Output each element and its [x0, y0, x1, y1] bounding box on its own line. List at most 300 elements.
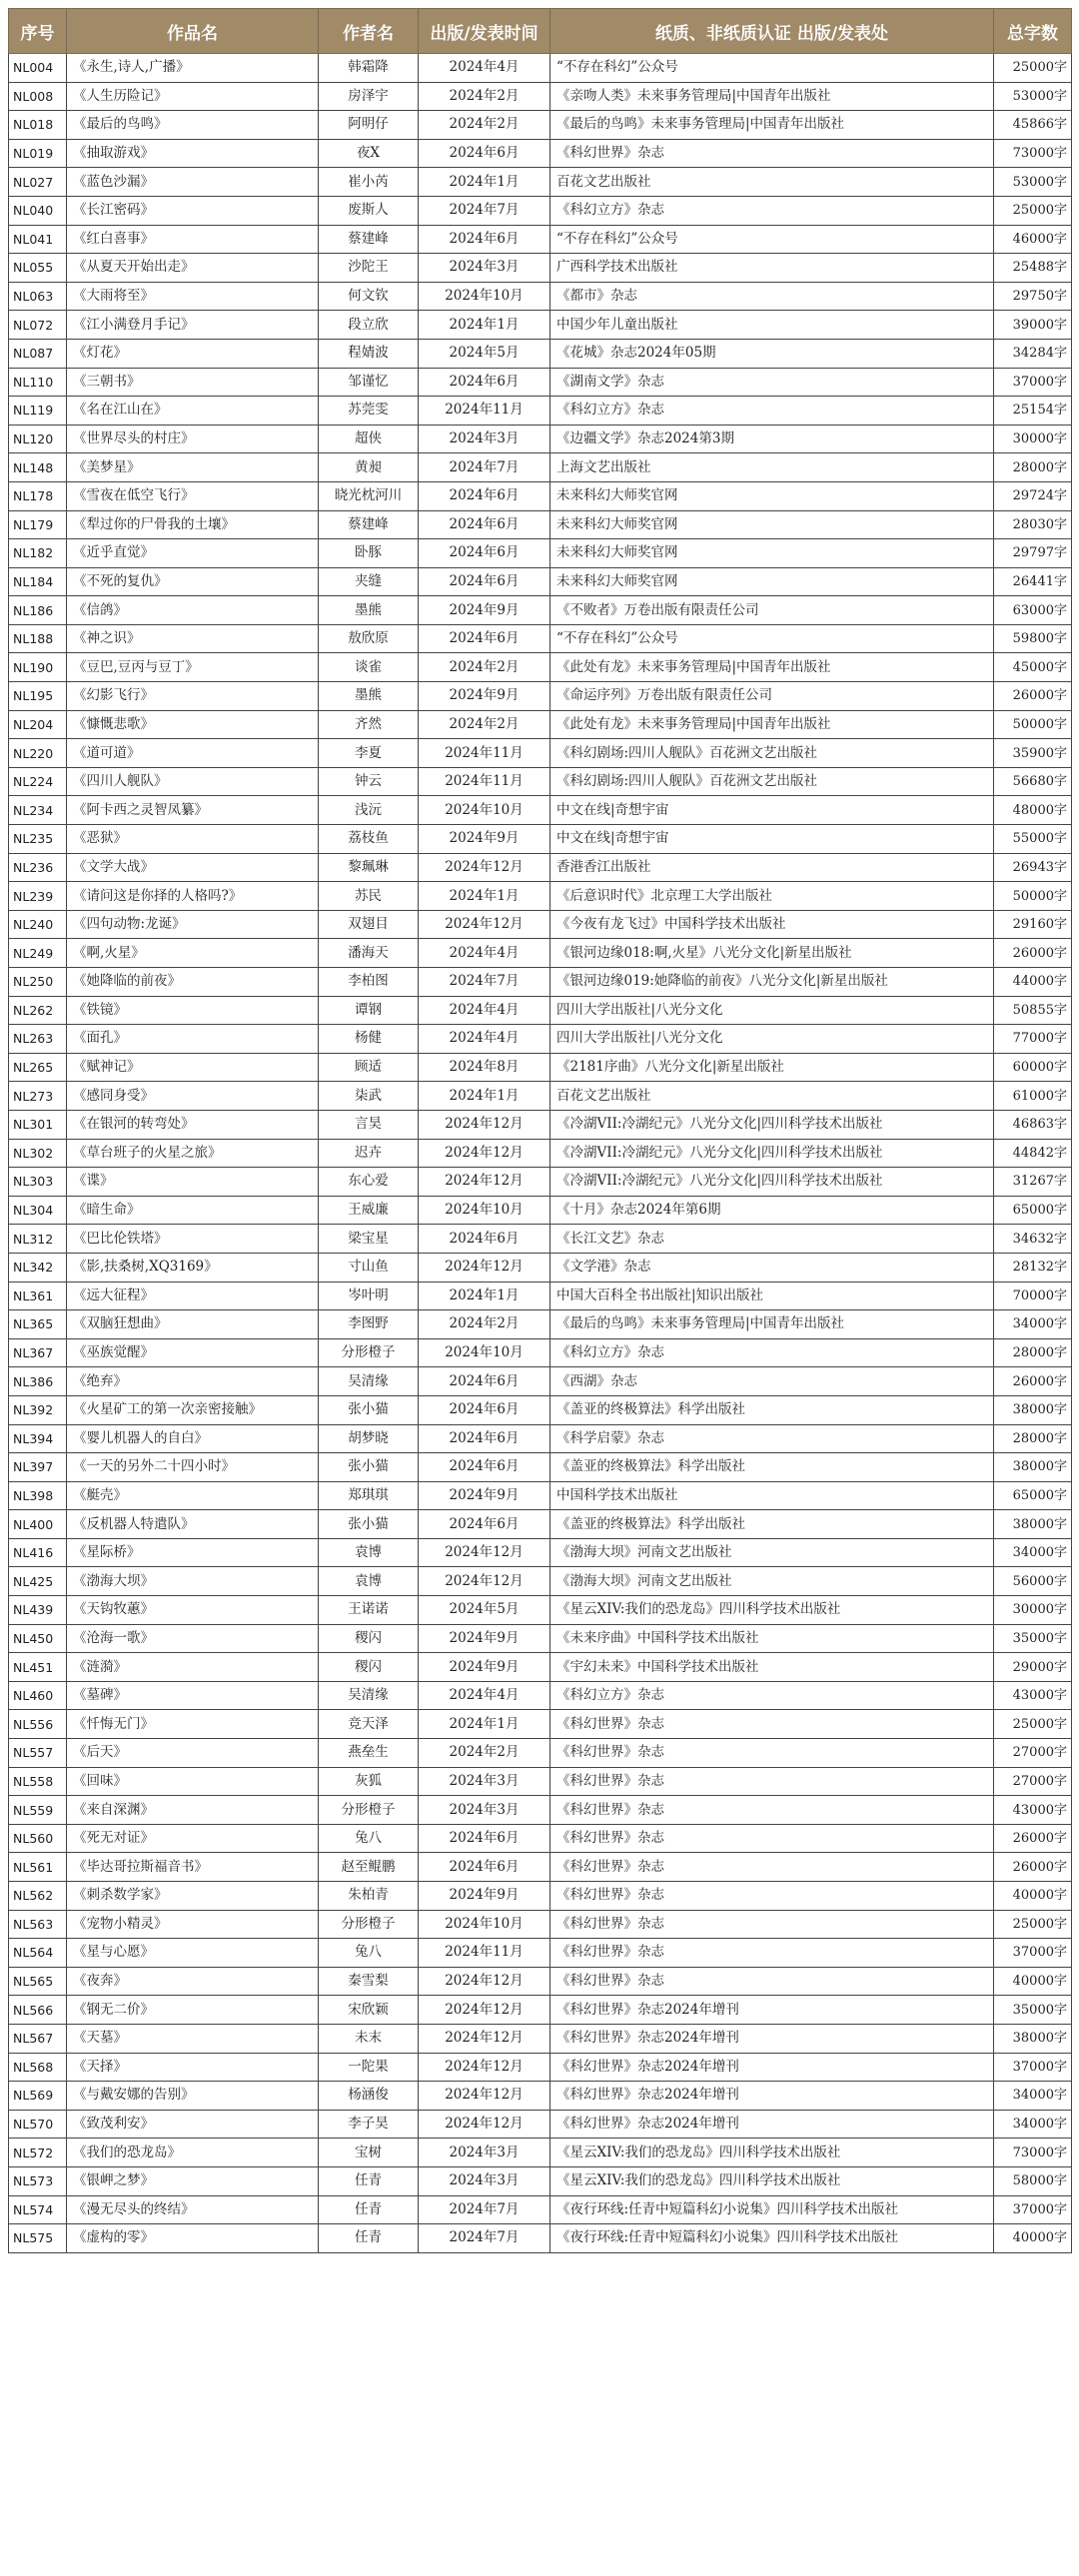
cell-venue: 《科幻世界》杂志	[550, 1710, 994, 1739]
table-row	[9, 825, 1072, 854]
table-row	[9, 397, 1072, 426]
cell-date: 2024年6月	[419, 368, 550, 397]
cell-id: NL055	[9, 254, 67, 283]
cell-date: 2024年2月	[419, 653, 550, 682]
table-row	[9, 453, 1072, 482]
cell-id: NL566	[9, 1996, 67, 2025]
cell-id: NL560	[9, 1824, 67, 1853]
cell-word-count: 44000字	[994, 968, 1072, 997]
table-row	[9, 1282, 1072, 1310]
cell-date: 2024年11月	[419, 1939, 550, 1968]
cell-title: 《绝弃》	[67, 1367, 319, 1396]
cell-id: NL273	[9, 1082, 67, 1111]
table-row	[9, 910, 1072, 939]
cell-venue: 《科幻立方》杂志	[550, 397, 994, 426]
table-row	[9, 539, 1072, 568]
cell-author: 夜X	[319, 139, 419, 168]
cell-date: 2024年5月	[419, 339, 550, 368]
cell-author: 胡梦晓	[319, 1424, 419, 1453]
cell-title: 《啊,火星》	[67, 939, 319, 968]
cell-author: 房泽宇	[319, 82, 419, 111]
cell-id: NL008	[9, 82, 67, 111]
cell-word-count: 43000字	[994, 1681, 1072, 1710]
cell-title: 《四川人舰队》	[67, 767, 319, 796]
table-row	[9, 1253, 1072, 1282]
cell-id: NL567	[9, 2024, 67, 2053]
cell-title: 《神之识》	[67, 624, 319, 653]
cell-date: 2024年12月	[419, 853, 550, 882]
cell-date: 2024年6月	[419, 510, 550, 539]
table-row	[9, 2139, 1072, 2167]
cell-venue: 《盖亚的终极算法》科学出版社	[550, 1453, 994, 1482]
table-row	[9, 1939, 1072, 1968]
cell-word-count: 37000字	[994, 2195, 1072, 2224]
cell-date: 2024年6月	[419, 1453, 550, 1482]
cell-author: 墨熊	[319, 682, 419, 711]
cell-id: NL303	[9, 1168, 67, 1197]
cell-author: 袁博	[319, 1538, 419, 1567]
cell-title: 《雪夜在低空飞行》	[67, 481, 319, 510]
cell-date: 2024年3月	[419, 425, 550, 453]
table-row	[9, 481, 1072, 510]
cell-author: 苏民	[319, 882, 419, 911]
cell-word-count: 77000字	[994, 1025, 1072, 1054]
cell-id: NL570	[9, 2110, 67, 2139]
cell-word-count: 38000字	[994, 1453, 1072, 1482]
cell-word-count: 53000字	[994, 82, 1072, 111]
cell-venue: 中文在线|奇想宇宙	[550, 796, 994, 825]
cell-id: NL239	[9, 882, 67, 911]
cell-title: 《来自深渊》	[67, 1796, 319, 1825]
cell-author: 李柏图	[319, 968, 419, 997]
cell-author: 蔡建峰	[319, 510, 419, 539]
cell-id: NL041	[9, 225, 67, 254]
cell-author: 张小猫	[319, 1453, 419, 1482]
cell-word-count: 35000字	[994, 1996, 1072, 2025]
cell-date: 2024年6月	[419, 481, 550, 510]
cell-word-count: 43000字	[994, 1796, 1072, 1825]
cell-word-count: 56000字	[994, 1567, 1072, 1596]
cell-author: 分形橙子	[319, 1910, 419, 1939]
cell-word-count: 38000字	[994, 2024, 1072, 2053]
cell-venue: 未来科幻大师奖官网	[550, 567, 994, 596]
cell-venue: 《亲吻人类》未来事务管理局|中国青年出版社	[550, 82, 994, 111]
cell-date: 2024年10月	[419, 1338, 550, 1367]
cell-word-count: 25000字	[994, 1710, 1072, 1739]
cell-id: NL451	[9, 1653, 67, 1682]
cell-word-count: 26000字	[994, 1824, 1072, 1853]
cell-title: 《红白喜事》	[67, 225, 319, 254]
cell-author: 任青	[319, 2195, 419, 2224]
cell-date: 2024年6月	[419, 1853, 550, 1882]
cell-venue: 《科幻世界》杂志2024年增刊	[550, 2053, 994, 2082]
cell-author: 东心爱	[319, 1168, 419, 1197]
cell-author: 分形橙子	[319, 1796, 419, 1825]
cell-date: 2024年12月	[419, 1168, 550, 1197]
cell-venue: 中国少年儿童出版社	[550, 311, 994, 340]
table-row	[9, 1139, 1072, 1168]
table-row	[9, 653, 1072, 682]
cell-word-count: 34000字	[994, 2082, 1072, 2111]
cell-title: 《忏悔无门》	[67, 1710, 319, 1739]
cell-title: 《她降临的前夜》	[67, 968, 319, 997]
cell-title: 《暗生命》	[67, 1196, 319, 1225]
cell-date: 2024年1月	[419, 882, 550, 911]
cell-id: NL235	[9, 825, 67, 854]
cell-title: 《天钩牧蕙》	[67, 1596, 319, 1625]
table-row	[9, 2166, 1072, 2195]
cell-date: 2024年3月	[419, 1796, 550, 1825]
table-row	[9, 1567, 1072, 1596]
table-row	[9, 282, 1072, 311]
cell-venue: 香港香江出版社	[550, 853, 994, 882]
cell-word-count: 44842字	[994, 1139, 1072, 1168]
cell-venue: 《科幻世界》杂志2024年增刊	[550, 2024, 994, 2053]
cell-author: 分形橙子	[319, 1338, 419, 1367]
cell-author: 任青	[319, 2166, 419, 2195]
cell-word-count: 30000字	[994, 1596, 1072, 1625]
cell-title: 《慷慨悲歌》	[67, 710, 319, 739]
table-row	[9, 596, 1072, 625]
cell-venue: 《科幻剧场:四川人舰队》百花洲文艺出版社	[550, 739, 994, 768]
cell-title: 《宠物小精灵》	[67, 1910, 319, 1939]
cell-author: 潘海天	[319, 939, 419, 968]
cell-venue: 《冷湖VII:冷湖纪元》八光分文化|四川科学技术出版社	[550, 1168, 994, 1197]
cell-author: 程婧波	[319, 339, 419, 368]
cell-venue: 《夜行环线:任青中短篇科幻小说集》四川科学技术出版社	[550, 2195, 994, 2224]
cell-id: NL224	[9, 767, 67, 796]
cell-id: NL263	[9, 1025, 67, 1054]
cell-id: NL190	[9, 653, 67, 682]
cell-venue: 《科幻世界》杂志	[550, 1939, 994, 1968]
cell-word-count: 45866字	[994, 111, 1072, 140]
cell-date: 2024年4月	[419, 996, 550, 1025]
cell-venue: “不存在科幻”公众号	[550, 624, 994, 653]
cell-author: 赵至鲲鹏	[319, 1853, 419, 1882]
cell-id: NL110	[9, 368, 67, 397]
table-row	[9, 1367, 1072, 1396]
cell-title: 《世界尽头的村庄》	[67, 425, 319, 453]
cell-author: 荔枝鱼	[319, 825, 419, 854]
table-row	[9, 1110, 1072, 1139]
cell-word-count: 50855字	[994, 996, 1072, 1025]
cell-date: 2024年6月	[419, 225, 550, 254]
cell-date: 2024年4月	[419, 54, 550, 83]
table-row	[9, 2024, 1072, 2053]
cell-author: 李子昊	[319, 2110, 419, 2139]
cell-word-count: 50000字	[994, 710, 1072, 739]
cell-word-count: 73000字	[994, 2139, 1072, 2167]
cell-author: 何文钦	[319, 282, 419, 311]
cell-date: 2024年8月	[419, 1053, 550, 1082]
table-row	[9, 1681, 1072, 1710]
table-row	[9, 2082, 1072, 2111]
cell-author: 苏莞雯	[319, 397, 419, 426]
cell-venue: 《命运序列》万卷出版有限责任公司	[550, 682, 994, 711]
cell-title: 《星际桥》	[67, 1538, 319, 1567]
cell-id: NL087	[9, 339, 67, 368]
cell-date: 2024年12月	[419, 910, 550, 939]
header-date: 出版/发表时间	[419, 9, 550, 54]
cell-word-count: 45000字	[994, 653, 1072, 682]
cell-author: 谈雀	[319, 653, 419, 682]
cell-id: NL072	[9, 311, 67, 340]
cell-venue: 《星云XIV:我们的恐龙岛》四川科学技术出版社	[550, 2166, 994, 2195]
cell-id: NL572	[9, 2139, 67, 2167]
cell-id: NL439	[9, 1596, 67, 1625]
cell-word-count: 27000字	[994, 1767, 1072, 1796]
header-title: 作品名	[67, 9, 319, 54]
table-row	[9, 2195, 1072, 2224]
cell-venue: 《科幻世界》杂志	[550, 1739, 994, 1768]
cell-author: 寸山鱼	[319, 1253, 419, 1282]
cell-id: NL312	[9, 1225, 67, 1254]
table-row	[9, 254, 1072, 283]
cell-word-count: 50000字	[994, 882, 1072, 911]
table-row	[9, 1996, 1072, 2025]
cell-venue: 《后意识时代》北京理工大学出版社	[550, 882, 994, 911]
cell-date: 2024年4月	[419, 1681, 550, 1710]
cell-id: NL392	[9, 1395, 67, 1424]
cell-author: 浅沅	[319, 796, 419, 825]
cell-date: 2024年3月	[419, 254, 550, 283]
cell-author: 吴清缘	[319, 1681, 419, 1710]
cell-date: 2024年10月	[419, 1910, 550, 1939]
cell-author: 墨熊	[319, 596, 419, 625]
cell-venue: 《宇幻未来》中国科学技术出版社	[550, 1653, 994, 1682]
cell-date: 2024年12月	[419, 2053, 550, 2082]
cell-date: 2024年7月	[419, 196, 550, 225]
cell-title: 《夜奔》	[67, 1967, 319, 1996]
cell-id: NL565	[9, 1967, 67, 1996]
table-row	[9, 624, 1072, 653]
cell-date: 2024年9月	[419, 1481, 550, 1510]
cell-title: 《沧海一歌》	[67, 1624, 319, 1653]
cell-author: 秦雪梨	[319, 1967, 419, 1996]
cell-date: 2024年6月	[419, 139, 550, 168]
table-row	[9, 339, 1072, 368]
cell-word-count: 26000字	[994, 939, 1072, 968]
cell-venue: 《盖亚的终极算法》科学出版社	[550, 1395, 994, 1424]
cell-date: 2024年12月	[419, 1567, 550, 1596]
cell-word-count: 35900字	[994, 739, 1072, 768]
table-row	[9, 1882, 1072, 1911]
cell-word-count: 28030字	[994, 510, 1072, 539]
table-row	[9, 1025, 1072, 1054]
cell-title: 《名在江山在》	[67, 397, 319, 426]
cell-title: 《感同身受》	[67, 1082, 319, 1111]
cell-id: NL040	[9, 196, 67, 225]
header-row	[9, 9, 1072, 54]
header-venue: 纸质、非纸质认证 出版/发表处	[550, 9, 994, 54]
cell-title: 《草台班子的火星之旅》	[67, 1139, 319, 1168]
cell-id: NL188	[9, 624, 67, 653]
cell-word-count: 48000字	[994, 796, 1072, 825]
cell-venue: 《科幻世界》杂志	[550, 139, 994, 168]
cell-id: NL398	[9, 1481, 67, 1510]
table-row	[9, 1168, 1072, 1197]
cell-title: 《不死的复仇》	[67, 567, 319, 596]
cell-id: NL302	[9, 1139, 67, 1168]
cell-word-count: 25000字	[994, 196, 1072, 225]
cell-title: 《我们的恐龙岛》	[67, 2139, 319, 2167]
cell-title: 《艇壳》	[67, 1481, 319, 1510]
cell-word-count: 25154字	[994, 397, 1072, 426]
table-row	[9, 2110, 1072, 2139]
cell-date: 2024年9月	[419, 1653, 550, 1682]
table-row	[9, 682, 1072, 711]
cell-word-count: 40000字	[994, 2224, 1072, 2253]
cell-venue: 四川大学出版社|八光分文化	[550, 996, 994, 1025]
table-row	[9, 1967, 1072, 1996]
cell-venue: 《边疆文学》杂志2024第3期	[550, 425, 994, 453]
cell-author: 杨涵俊	[319, 2082, 419, 2111]
cell-date: 2024年12月	[419, 2110, 550, 2139]
cell-date: 2024年2月	[419, 710, 550, 739]
cell-title: 《面孔》	[67, 1025, 319, 1054]
table-row	[9, 853, 1072, 882]
cell-author: 崔小芮	[319, 168, 419, 197]
cell-author: 谭钢	[319, 996, 419, 1025]
cell-title: 《道可道》	[67, 739, 319, 768]
cell-id: NL416	[9, 1538, 67, 1567]
cell-id: NL568	[9, 2053, 67, 2082]
cell-venue: 《冷湖VII:冷湖纪元》八光分文化|四川科学技术出版社	[550, 1110, 994, 1139]
cell-author: 宋欣颖	[319, 1996, 419, 2025]
cell-title: 《人生历险记》	[67, 82, 319, 111]
cell-word-count: 25000字	[994, 1910, 1072, 1939]
table-row	[9, 82, 1072, 111]
cell-venue: 未来科幻大师奖官网	[550, 539, 994, 568]
cell-word-count: 29797字	[994, 539, 1072, 568]
cell-id: NL019	[9, 139, 67, 168]
cell-id: NL574	[9, 2195, 67, 2224]
cell-venue: 未来科幻大师奖官网	[550, 481, 994, 510]
cell-id: NL018	[9, 111, 67, 140]
cell-word-count: 37000字	[994, 368, 1072, 397]
cell-id: NL367	[9, 1338, 67, 1367]
table-row	[9, 1796, 1072, 1825]
cell-id: NL240	[9, 910, 67, 939]
cell-date: 2024年9月	[419, 1882, 550, 1911]
cell-date: 2024年9月	[419, 1624, 550, 1653]
table-row	[9, 196, 1072, 225]
cell-word-count: 40000字	[994, 1882, 1072, 1911]
cell-title: 《后天》	[67, 1739, 319, 1768]
cell-id: NL027	[9, 168, 67, 197]
cell-word-count: 56680字	[994, 767, 1072, 796]
cell-id: NL394	[9, 1424, 67, 1453]
cell-title: 《影,扶桑树,XQ3169》	[67, 1253, 319, 1282]
cell-title: 《与戴安娜的告别》	[67, 2082, 319, 2111]
cell-title: 《婴儿机器人的自白》	[67, 1424, 319, 1453]
cell-id: NL250	[9, 968, 67, 997]
cell-date: 2024年2月	[419, 82, 550, 111]
cell-date: 2024年6月	[419, 1510, 550, 1539]
cell-title: 《幻影飞行》	[67, 682, 319, 711]
header-id: 序号	[9, 9, 67, 54]
cell-title: 《天择》	[67, 2053, 319, 2082]
cell-id: NL563	[9, 1910, 67, 1939]
cell-title: 《灯花》	[67, 339, 319, 368]
cell-title: 《虚构的零》	[67, 2224, 319, 2253]
cell-venue: 《科幻世界》杂志	[550, 1853, 994, 1882]
cell-word-count: 28132字	[994, 1253, 1072, 1282]
table-row	[9, 939, 1072, 968]
cell-word-count: 28000字	[994, 1338, 1072, 1367]
cell-date: 2024年9月	[419, 682, 550, 711]
cell-title: 《刺杀数学家》	[67, 1882, 319, 1911]
cell-venue: 《盖亚的终极算法》科学出版社	[550, 1510, 994, 1539]
table-row	[9, 1196, 1072, 1225]
cell-id: NL262	[9, 996, 67, 1025]
cell-date: 2024年6月	[419, 567, 550, 596]
cell-date: 2024年12月	[419, 1253, 550, 1282]
cell-word-count: 26943字	[994, 853, 1072, 882]
cell-id: NL361	[9, 1282, 67, 1310]
cell-word-count: 46863字	[994, 1110, 1072, 1139]
table-row	[9, 1453, 1072, 1482]
cell-date: 2024年12月	[419, 1139, 550, 1168]
cell-venue: 《花城》杂志2024年05期	[550, 339, 994, 368]
cell-date: 2024年4月	[419, 1025, 550, 1054]
cell-venue: 《星云XIV:我们的恐龙岛》四川科学技术出版社	[550, 1596, 994, 1625]
cell-title: 《阿卡西之灵智凤纂》	[67, 796, 319, 825]
table-row	[9, 996, 1072, 1025]
cell-word-count: 65000字	[994, 1481, 1072, 1510]
cell-date: 2024年3月	[419, 1767, 550, 1796]
cell-id: NL186	[9, 596, 67, 625]
cell-date: 2024年10月	[419, 1196, 550, 1225]
cell-venue: 《2181序曲》八光分文化|新星出版社	[550, 1053, 994, 1082]
table-row	[9, 1767, 1072, 1796]
cell-title: 《大雨将至》	[67, 282, 319, 311]
cell-venue: 《科幻立方》杂志	[550, 1681, 994, 1710]
cell-id: NL182	[9, 539, 67, 568]
cell-title: 《犁过你的尸骨我的土壤》	[67, 510, 319, 539]
cell-date: 2024年6月	[419, 1395, 550, 1424]
table-row	[9, 1824, 1072, 1853]
table-row	[9, 739, 1072, 768]
cell-title: 《火星矿工的第一次亲密接触》	[67, 1395, 319, 1424]
table-row	[9, 1538, 1072, 1567]
cell-venue: 《科幻剧场:四川人舰队》百花洲文艺出版社	[550, 767, 994, 796]
cell-title: 《美梦星》	[67, 453, 319, 482]
cell-title: 《最后的鸟鸣》	[67, 111, 319, 140]
cell-word-count: 63000字	[994, 596, 1072, 625]
cell-venue: “不存在科幻”公众号	[550, 225, 994, 254]
cell-venue: 广西科学技术出版社	[550, 254, 994, 283]
cell-title: 《涟漪》	[67, 1653, 319, 1682]
cell-id: NL559	[9, 1796, 67, 1825]
cell-title: 《巴比伦铁塔》	[67, 1225, 319, 1254]
cell-title: 《远大征程》	[67, 1282, 319, 1310]
cell-id: NL304	[9, 1196, 67, 1225]
cell-venue: 《今夜有龙飞过》中国科学技术出版社	[550, 910, 994, 939]
cell-id: NL386	[9, 1367, 67, 1396]
cell-title: 《豆巴,豆丙与豆丁》	[67, 653, 319, 682]
cell-title: 《反机器人特遣队》	[67, 1510, 319, 1539]
cell-venue: 《科幻世界》杂志	[550, 1967, 994, 1996]
cell-word-count: 59800字	[994, 624, 1072, 653]
table-row	[9, 139, 1072, 168]
cell-author: 卧豚	[319, 539, 419, 568]
cell-author: 袁博	[319, 1567, 419, 1596]
table-row	[9, 1481, 1072, 1510]
table-row	[9, 767, 1072, 796]
cell-title: 《从夏天开始出走》	[67, 254, 319, 283]
cell-title: 《漫无尽头的终结》	[67, 2195, 319, 2224]
